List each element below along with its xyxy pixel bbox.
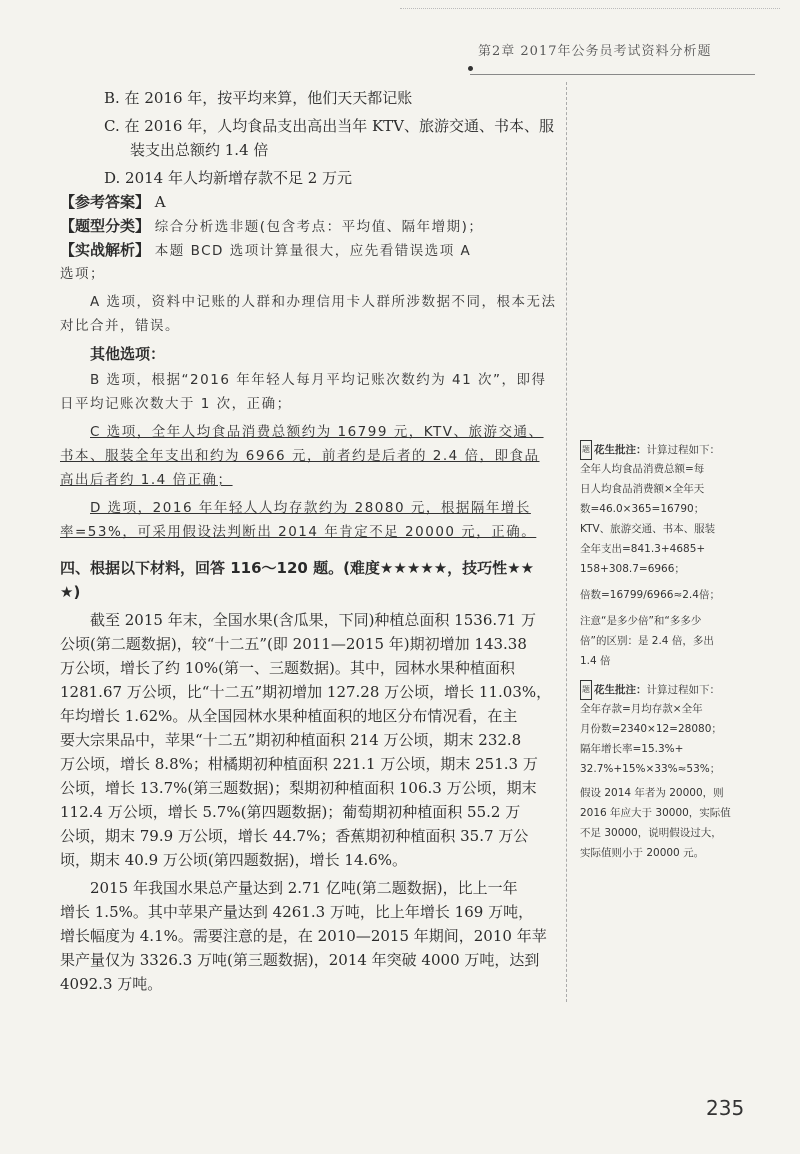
annotation-line: 全年支出=841.3+4685+ [580,543,706,555]
para1-line: 年均增长 1.62%。从全国园林水果种植面积的地区分布情况看，在主 [60,707,518,725]
category-label: 【题型分类】 [60,217,151,235]
annotation-line: 实际值则小于 20000 元。 [580,847,705,859]
annotation-label: 花生批注： [594,684,647,696]
annotation-badge: 题 [580,680,592,700]
annotation-line: 注意“是多少倍”和“多多少 [580,615,702,627]
option-c-line1: C. 在 2016 年，人均食品支出高出当年 KTV、旅游交通、书本、服 [104,117,555,135]
para1-line: 万公顷，增长 8.8%；柑橘期初种植面积 221.1 万公顷，期末 251.3 万 [60,755,538,773]
page-number: 235 [706,1096,745,1120]
answer-value: A [154,193,166,211]
answer-row [60,190,166,214]
para1-line: 万公顷，增长了约 10%(第一、三题数据)。其中，园林水果种植面积 [60,659,515,677]
analysis-label: 【实战解析】 [60,241,151,259]
top-dotted-rule [400,8,780,9]
annotation-label: 花生批注： [594,444,647,456]
para1-line: 要大宗果品中，苹果“十二五”期初种植面积 214 万公顷，期末 232.8 [60,731,522,749]
other-d-line1: D 选项，2016 年年轻人人均存款约为 28080 元，根据隔年增长 [90,500,531,516]
other-b-line2: 日平均记账次数大于 1 次，正确； [60,396,292,412]
annotation-line: 假设 2014 年者为 20000，则 [580,787,724,799]
annotation-line: 全年人均食品消费总额=每 [580,463,705,475]
annotation-line: KTV、旅游交通、书本、服装 [580,523,716,535]
annotation-line: 全年存款=月均存款×全年 [580,703,703,715]
annotation-line: 月份数=2340×12=28080； [580,723,722,735]
annotation-line: 倍数=16799/6966≈2.4倍； [580,589,720,601]
running-header: 第2章 2017年公务员考试资料分析题 [478,44,712,59]
para2-line: 果产量仅为 3326.3 万吨(第三题数据)，2014 年突破 4000 万吨，达到 [60,951,540,969]
annotation-line: 2016 年应大于 30000，实际值 [580,807,731,819]
analysis-a-line2: 对比合并，错误。 [60,318,180,334]
other-options-title: 其他选项： [90,345,166,363]
annotation-line: 日人均食品消费额×全年天 [580,483,705,495]
para1-line: 1281.67 万公顷，比“十二五”期初增加 127.28 万公顷，增长 11.03%， [60,683,552,701]
option-c-line2: 装支出总额约 1.4 倍 [130,141,269,159]
annotation-line: 158+308.7=6966； [580,563,685,575]
annotation-line: 32.7%+15%×33%≈53%； [580,763,721,775]
analysis-row [60,238,471,263]
para2-line: 2015 年我国水果总产量达到 2.71 亿吨(第二题数据)，比上一年 [90,879,518,897]
para1-line: 公顷(第二题数据)，较“十二五”(即 2011—2015 年)期初增加 143.38 [60,635,527,653]
other-c-line1: C 选项，全年人均食品消费总额约为 16799 元，KTV、旅游交通、 [90,424,544,440]
margin-divider [566,82,567,1002]
annotation-line: 计算过程如下： [646,684,720,696]
annotation-line: 1.4 倍 [580,655,611,667]
analysis-a-line1: A 选项，资料中记账的人群和办理信用卡人群所涉数据不同，根本无法 [90,294,557,310]
para1-line: 截至 2015 年末，全国水果(含瓜果，下同)种植总面积 1536.71 万 [90,611,536,629]
annotation-line: 隔年增长率=15.3%+ [580,743,684,755]
option-d: D. 2014 年人均新增存款不足 2 万元 [104,169,353,187]
para1-line: 公顷，增长 13.7%(第三题数据)；梨期初种植面积 106.3 万公顷，期末 [60,779,537,797]
para1-line: 顷，期末 40.9 万公顷(第四题数据)，增长 14.6%。 [60,851,408,869]
para2-line: 4092.3 万吨。 [60,975,163,993]
para1-line: 公顷，期末 79.9 万公顷，增长 44.7%；香蕉期初种植面积 35.7 万公 [60,827,529,845]
para1-line: 112.4 万公顷，增长 5.7%(第四题数据)；葡萄期初种植面积 55.2 万 [60,803,521,821]
para2-line: 增长 1.5%。其中苹果产量达到 4261.3 万吨，比上年增长 169 万吨， [60,903,534,921]
annotation-line: 数=46.0×365=16790； [580,503,705,515]
other-b-line1: B 选项，根据“2016 年年轻人每月平均记账次数约为 41 次”，即得 [90,372,547,388]
para2-line: 增长幅度为 4.1%。需要注意的是，在 2010—2015 年期间，2010 年苹 [60,927,547,945]
option-b: B. 在 2016 年，按平均来算，他们天天都记账 [104,89,413,107]
annotation-badge: 题 [580,440,592,460]
other-c-line3: 高出后者约 1.4 倍正确； [60,472,233,488]
annotation-line: 计算过程如下： [646,444,720,456]
other-d-line2: 率=53%，可采用假设法判断出 2014 年肯定不足 20000 元，正确。 [60,524,537,540]
section-heading-line1: 四、根据以下材料，回答 116～120 题。(难度★★★★★，技巧性★★ [60,559,535,577]
analysis-line1: 本题 BCD 选项计算量很大，应先看错误选项 A [154,243,472,259]
header-rule [470,74,755,75]
answer-label: 【参考答案】 [60,193,151,211]
annotation-line: 不足 30000，说明假设过大， [580,827,722,839]
section-heading-line2: ★) [60,583,81,601]
header-bullet [468,66,473,71]
analysis-line2: 选项； [60,266,105,282]
other-c-line2: 书本、服装全年支出和约为 6966 元，前者约是后者的 2.4 倍，即食品 [60,448,540,464]
category-row [60,214,483,239]
annotation-line: 倍”的区别：是 2.4 倍，多出 [580,635,714,647]
category-value: 综合分析选非题(包含考点：平均值、隔年增期)； [154,219,484,235]
